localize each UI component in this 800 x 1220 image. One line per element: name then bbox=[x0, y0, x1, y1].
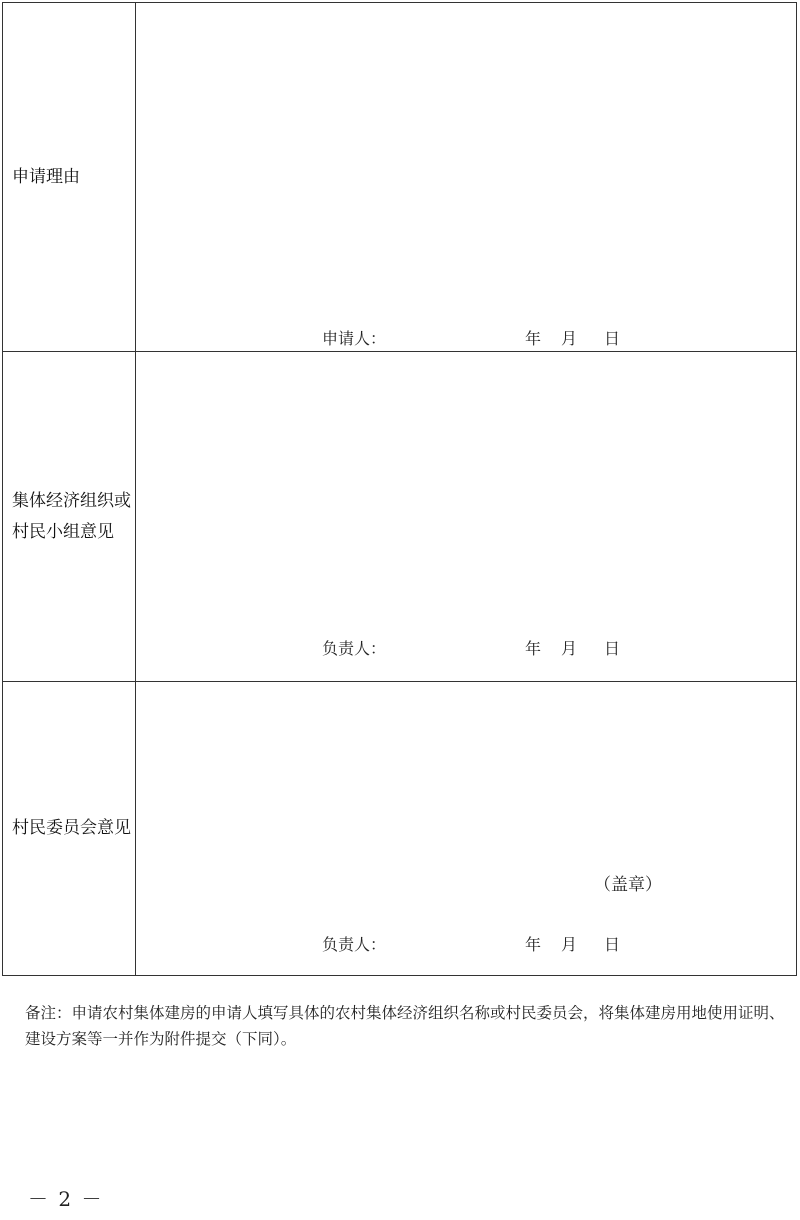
date-day-label: 日 bbox=[604, 935, 621, 954]
date-day-label: 日 bbox=[604, 639, 621, 658]
date-year-label: 年 bbox=[525, 329, 542, 348]
row-label: 集体经济组织或村民小组意见 bbox=[12, 490, 131, 542]
date-day-label: 日 bbox=[604, 329, 621, 348]
village-committee-opinion-field[interactable] bbox=[136, 682, 796, 975]
footnote: 备注：申请农村集体建房的申请人填写具体的农村集体经济组织名称或村民委员会，将集体建房用地使用证明、建设方案等一并作为附件提交（下同）。 bbox=[25, 1004, 785, 1048]
collective-opinion-field[interactable] bbox=[136, 352, 796, 681]
application-form-table bbox=[2, 2, 797, 976]
form-row-collective-opinion bbox=[3, 352, 796, 682]
row-label: 村民委员会意见 bbox=[12, 818, 131, 838]
signer-label: 负责人： bbox=[322, 935, 387, 954]
page-number: － 2 － bbox=[28, 1187, 104, 1211]
date-month-label: 月 bbox=[561, 639, 578, 658]
date-month-label: 月 bbox=[561, 329, 578, 348]
signer-label: 申请人： bbox=[322, 329, 387, 348]
signer-label: 负责人： bbox=[322, 639, 387, 658]
date-year-label: 年 bbox=[525, 639, 542, 658]
date-month-label: 月 bbox=[561, 935, 578, 954]
seal-label: （盖章） bbox=[594, 875, 662, 895]
row-label-cell bbox=[3, 352, 136, 681]
row-label-cell bbox=[3, 682, 136, 975]
application-reason-field[interactable] bbox=[136, 3, 796, 351]
form-row-application-reason bbox=[3, 3, 796, 352]
row-label: 申请理由 bbox=[12, 166, 80, 187]
form-row-village-committee-opinion bbox=[3, 682, 796, 975]
date-year-label: 年 bbox=[525, 935, 542, 954]
row-label-cell bbox=[3, 3, 136, 351]
